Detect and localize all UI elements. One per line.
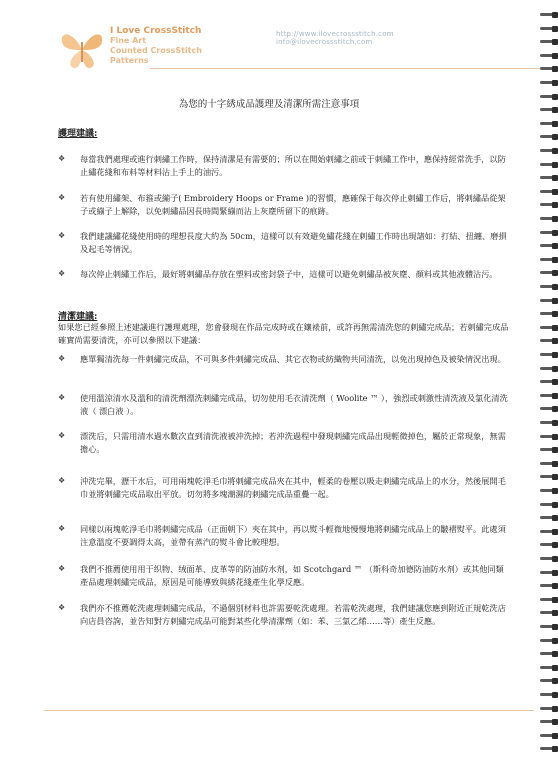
binding-ring-icon [538, 148, 558, 155]
binding-ring-icon [538, 678, 558, 685]
letterhead [50, 18, 520, 78]
brand-text [110, 26, 202, 66]
bullet-icon: ❖ [58, 154, 66, 163]
binding-ring-icon [538, 379, 558, 386]
binding-ring-icon [538, 692, 558, 699]
binding-ring-icon [538, 474, 558, 481]
bullet-icon: ❖ [58, 603, 66, 612]
bullet-icon: ❖ [58, 193, 66, 202]
binding-ring-icon [538, 270, 558, 277]
binding-ring-icon [538, 284, 558, 291]
contact-links [276, 30, 520, 46]
binding-ring-icon [538, 406, 558, 413]
cleaning-item-text: 我們不推薦使用用于织物、绒面革、皮革等的防油防水剂，如 Scotchgard ™ （斯科奇加德防油防水剂）或其他同類產品處理刺繡完成品，原因是可能導致與綉花綫產生化學反應。 [80, 564, 504, 587]
bullet-icon: ❖ [58, 431, 66, 440]
binding-ring-icon [538, 162, 558, 169]
cleaning-item [58, 392, 510, 417]
binding-ring-icon [538, 325, 558, 332]
bullet-icon: ❖ [58, 354, 66, 363]
binding-ring-icon [538, 189, 558, 196]
header-divider [150, 68, 558, 69]
care-item-text: 每次停止刺繡工作后，最好將刺繡品存放在塑料或密封袋子中，這樣可以避免刺繡品被灰塵、顏料或其他液體沾污。 [80, 269, 498, 279]
binding-ring-icon [538, 447, 558, 454]
binding-ring-icon [538, 719, 558, 726]
binding-ring-icon [538, 461, 558, 468]
brand-tagline-2: Counted CrossStitch [110, 46, 202, 55]
binding-ring-icon [538, 243, 558, 250]
binding-ring-icon [538, 733, 558, 740]
bullet-icon: ❖ [58, 476, 66, 485]
cleaning-item [58, 475, 510, 500]
binding-ring-icon [538, 53, 558, 60]
cleaning-item-text: 我們亦不推薦乾洗處理刺繡完成品，不過個別材料也許需要乾洗處理。若需乾洗處理，我們建議您應到附近正規乾洗店向店員咨詢，並告知對方刺繡完成品可能對某些化學清潔劑（如：苯、三氯乙烯……等）產生反應。 [80, 603, 506, 626]
binding-ring-icon [538, 175, 558, 182]
binding-ring-icon [538, 624, 558, 631]
binding-ring-icon [538, 706, 558, 713]
binding-ring-icon [538, 488, 558, 495]
binding-ring-icon [538, 746, 558, 753]
care-item-text: 每當我們處理或進行刺繡工作時，保持清潔是有需要的；所以在開始刺繡之前或于刺繡工作中，應保持經常洗手，以防止繡花綫和布料等材料沾上手上的油污。 [80, 154, 506, 177]
website-link[interactable]: http://www.ilovecrossstitch.com [276, 30, 394, 38]
cleaning-intro: 如果您已經參照上述建議進行護理處理，您會發現在作品完成時或在鑲裱前，或許再無需清洗您的刺繡完成品；若刺繡完成品確實尚需要清洗，亦可以參照以下建議： [58, 322, 509, 345]
cleaning-item [58, 602, 510, 627]
binding-ring-icon [538, 257, 558, 264]
care-item [58, 230, 510, 255]
binding-ring-icon [538, 638, 558, 645]
cleaning-item [58, 430, 510, 455]
care-item [58, 192, 510, 217]
binding-ring-icon [538, 230, 558, 237]
cleaning-item [58, 563, 510, 588]
brand-tagline-1: Fine Art [110, 36, 147, 45]
binding-ring-icon [538, 352, 558, 359]
binding-ring-icon [538, 338, 558, 345]
binding-ring-icon [538, 420, 558, 427]
cleaning-item-text: 漂洗后，只需用清水過水數次直到清洗液被沖洗掉；若沖洗過程中發現刺繡完成品出現輕微掉色，屬於正常現象，無需擔心。 [80, 431, 506, 454]
spiral-binding [538, 0, 558, 768]
binding-ring-icon [538, 311, 558, 318]
cleaning-item-text: 沖洗完畢，瀝干水后，可用兩塊乾淨毛巾將刺繡完成品夾在其中，輕柔的卷壓以吸走刺繡完成品上的水分，然後展開毛巾並將刺繡完成品取出平放。切勿將多塊潮濕的刺繡完成品重疊一起。 [80, 476, 506, 499]
binding-ring-icon [538, 134, 558, 141]
care-item [58, 268, 510, 281]
binding-ring-icon [538, 583, 558, 590]
care-heading: 護理建議: [58, 129, 98, 139]
butterfly-logo-icon [56, 26, 108, 72]
binding-ring-icon [538, 610, 558, 617]
cleaning-item [58, 353, 510, 366]
brand-tagline-3: Patterns [110, 56, 149, 65]
email-link[interactable]: info@ilovecrossstitch.com [276, 38, 373, 46]
binding-ring-icon [538, 26, 558, 33]
binding-ring-icon [538, 80, 558, 87]
binding-ring-icon [538, 12, 558, 19]
binding-ring-icon [538, 94, 558, 101]
bullet-icon: ❖ [58, 393, 66, 402]
binding-ring-icon [538, 570, 558, 577]
care-item [58, 153, 510, 178]
binding-ring-icon [538, 66, 558, 73]
cleaning-heading: 清潔建議: [58, 312, 98, 322]
cleaning-item-text: 同樣以兩塊乾淨毛巾將刺繡完成品（正面朝下）夾在其中，再以熨斗輕微地慢慢地將刺繡完成品上的皺褶熨平。此處須注意溫度不要調得太高，並帶有蒸汽的熨斗會比較理想。 [80, 524, 506, 547]
bullet-icon: ❖ [58, 231, 66, 240]
cleaning-item-text: 應單獨清洗每一件刺繡完成品，不可與多件刺繡完成品、其它衣物或紡織物共同清洗，以免出現掉色及被染情況出現。 [80, 354, 506, 364]
binding-ring-icon [538, 665, 558, 672]
binding-ring-icon [538, 651, 558, 658]
binding-ring-icon [538, 434, 558, 441]
binding-ring-icon [538, 39, 558, 46]
care-item-text: 若有使用繡架、布箍或繃子( Embroidery Hoops or Frame )的習慣，應確保于每次停止刺繡工作后，將刺繡品從架子或繃子上解除，以免刺繡品因長時間緊繃而沾上灰塵所留下的痕跡。 [80, 193, 506, 216]
binding-ring-icon [538, 515, 558, 522]
binding-ring-icon [538, 542, 558, 549]
binding-ring-icon [538, 216, 558, 223]
binding-ring-icon [538, 298, 558, 305]
footer-divider [44, 710, 534, 711]
binding-ring-icon [538, 556, 558, 563]
cleaning-item [58, 523, 510, 548]
cleaning-item-text: 使用溫涼清水及溫和的清洗劑漂洗刺繡完成品，切勿使用毛衣清洗劑（ Woolite ™ ），強烈或刺激性清洗液及氯化清洗液（ 漂白液 ）。 [80, 393, 508, 416]
binding-ring-icon [538, 529, 558, 536]
brand-name: I Love CrossStitch [110, 26, 202, 36]
binding-ring-icon [538, 502, 558, 509]
binding-ring-icon [538, 202, 558, 209]
care-item-text: 我們建議繡花綫使用時的理想長度大約為 50cm，這樣可以有效避免繡花綫在刺繡工作時出現諸如：打結、扭纏、磨損及起毛等情況。 [80, 231, 507, 254]
bullet-icon: ❖ [58, 269, 66, 278]
binding-ring-icon [538, 597, 558, 604]
binding-ring-icon [538, 393, 558, 400]
binding-ring-icon [538, 107, 558, 114]
bullet-icon: ❖ [58, 564, 66, 573]
binding-ring-icon [538, 366, 558, 373]
page-title: 為您的十字綉成品護理及清潔所需注意事項 [178, 99, 360, 110]
bullet-icon: ❖ [58, 524, 66, 533]
binding-ring-icon [538, 121, 558, 128]
